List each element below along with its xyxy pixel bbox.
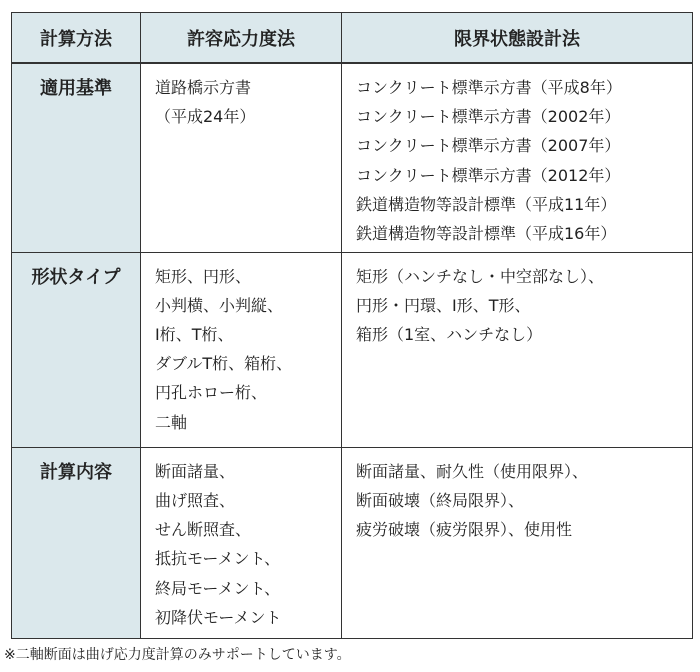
list-item: 曲げ照査、	[155, 491, 236, 511]
list-item: 断面破壊（終局限界）、	[356, 491, 525, 511]
list-item: 初降伏モーメント	[155, 607, 282, 627]
list-item: コンクリート標準示方書（2002年）	[356, 107, 621, 127]
list-item: I桁、T桁、	[155, 325, 234, 345]
list-item: 抵抗モーメント、	[155, 549, 281, 569]
header-limit-state: 限界状態設計法	[342, 13, 693, 64]
list-item: （平成24年）	[155, 107, 256, 127]
row-label-standards: 適用基準	[12, 63, 141, 252]
list-item: 矩形、円形、	[155, 266, 252, 286]
cell-shape-limit	[342, 252, 693, 447]
row-label-shape-types: 形状タイプ	[12, 252, 141, 447]
list-item: 円孔ホロー桁、	[155, 383, 268, 403]
footnote: ※二軸断面は曲げ応力度計算のみサポートしています。	[4, 647, 351, 663]
list-item: ダブルT桁、箱桁、	[155, 354, 293, 374]
cell-calc-allowable	[141, 447, 342, 638]
header-method: 計算方法	[12, 13, 141, 64]
list-item: 断面諸量、	[155, 461, 236, 481]
row-label-calculations: 計算内容	[12, 447, 141, 638]
list-item: 断面諸量、耐久性（使用限界）、	[356, 461, 589, 481]
cell-calc-limit	[342, 447, 693, 638]
list-item: 二軸	[155, 412, 188, 432]
cell-standards-limit	[342, 63, 693, 252]
list-item: コンクリート標準示方書（平成8年）	[356, 78, 622, 97]
list-item: 疲労破壊（疲労限界）、使用性	[356, 520, 573, 540]
list-item: コンクリート標準示方書（2012年）	[356, 165, 621, 185]
comparison-table	[11, 12, 693, 639]
list-item: せん断照査、	[155, 520, 252, 540]
list-item: コンクリート標準示方書（2007年）	[356, 136, 621, 156]
cell-standards-allowable	[141, 63, 342, 252]
table-row-standards	[12, 63, 693, 252]
list-item: 円形・円環、I形、T形、	[356, 295, 531, 315]
list-item: 鉄道構造物等設計標準（平成11年）	[356, 194, 617, 214]
list-item: 鉄道構造物等設計標準（平成16年）	[356, 224, 617, 244]
list-item: 終局モーメント、	[155, 578, 281, 598]
list-item: 箱形（1室、ハンチなし）	[356, 325, 543, 345]
list-item: 小判横、小判縦、	[155, 295, 284, 315]
cell-shape-allowable	[141, 252, 342, 447]
list-item: 道路橋示方書	[155, 78, 252, 97]
table-row-calculations	[12, 447, 693, 638]
list-item: 矩形（ハンチなし・中空部なし）、	[356, 266, 605, 286]
header-allowable-stress: 許容応力度法	[141, 13, 342, 64]
header-row	[12, 13, 693, 64]
table-row-shape-types	[12, 252, 693, 447]
